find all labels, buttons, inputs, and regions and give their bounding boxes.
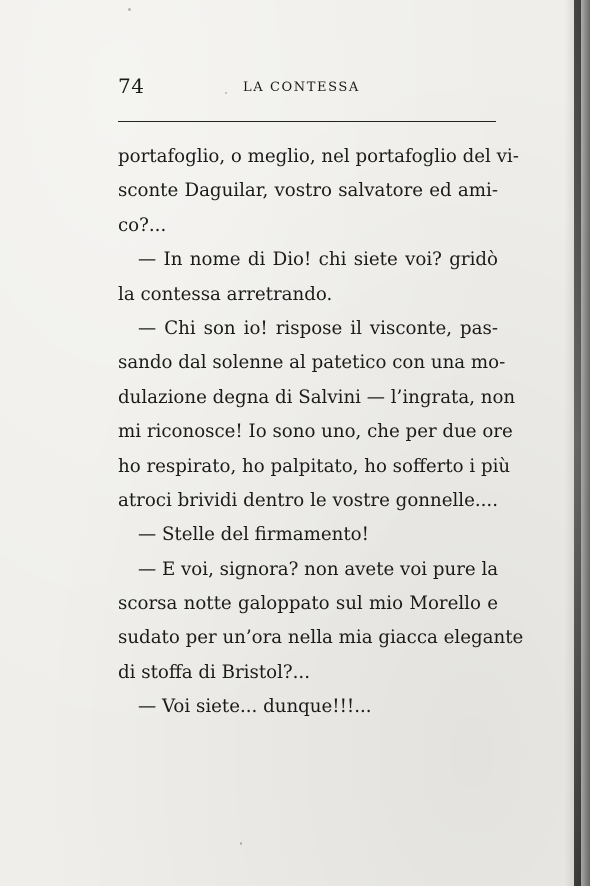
text-line: mi riconosce! Io sono uno, che per due ore [118,421,513,443]
page-header [118,74,498,102]
text-line: co?... [118,214,167,236]
text-line: atroci brividi dentro le vostre gonnelle.... [118,489,498,511]
text-line: di stoffa di Bristol?... [118,661,310,683]
running-title: LA CONTESSA [243,80,360,95]
text-line: — E voi, signora? non avete voi pure la [138,558,499,580]
header-rule [118,121,496,122]
body-text [118,140,524,725]
text-line: ho respirato, ho palpitato, ho sofferto i più [118,455,511,477]
scan-speck [128,8,131,11]
text-line: — Chi son io! rispose il visconte, pas- [138,317,498,339]
text-line: scorsa notte galoppato sul mio Morello e [118,593,498,615]
page-number: 74 [118,74,145,98]
text-line: sudato per un’ora nella mia giacca elegante [118,627,524,649]
text-line: — Stelle del firmamento! [138,524,369,546]
text-line: sando dal solenne al patetico con una mo- [118,352,506,374]
text-line: la contessa arretrando. [118,283,333,305]
scan-speck [240,842,242,845]
text-line: — Voi siete... dunque!!!... [138,696,372,718]
text-line: sconte Daguilar, vostro salvatore ed ami- [118,180,498,202]
text-line: dulazione degna di Salvini — l’ingrata, non [118,386,516,408]
text-line: — In nome di Dio! chi siete voi? gridò [138,249,498,271]
text-line: portafoglio, o meglio, nel portafoglio del vi- [118,146,519,167]
binding-edge [574,0,581,886]
